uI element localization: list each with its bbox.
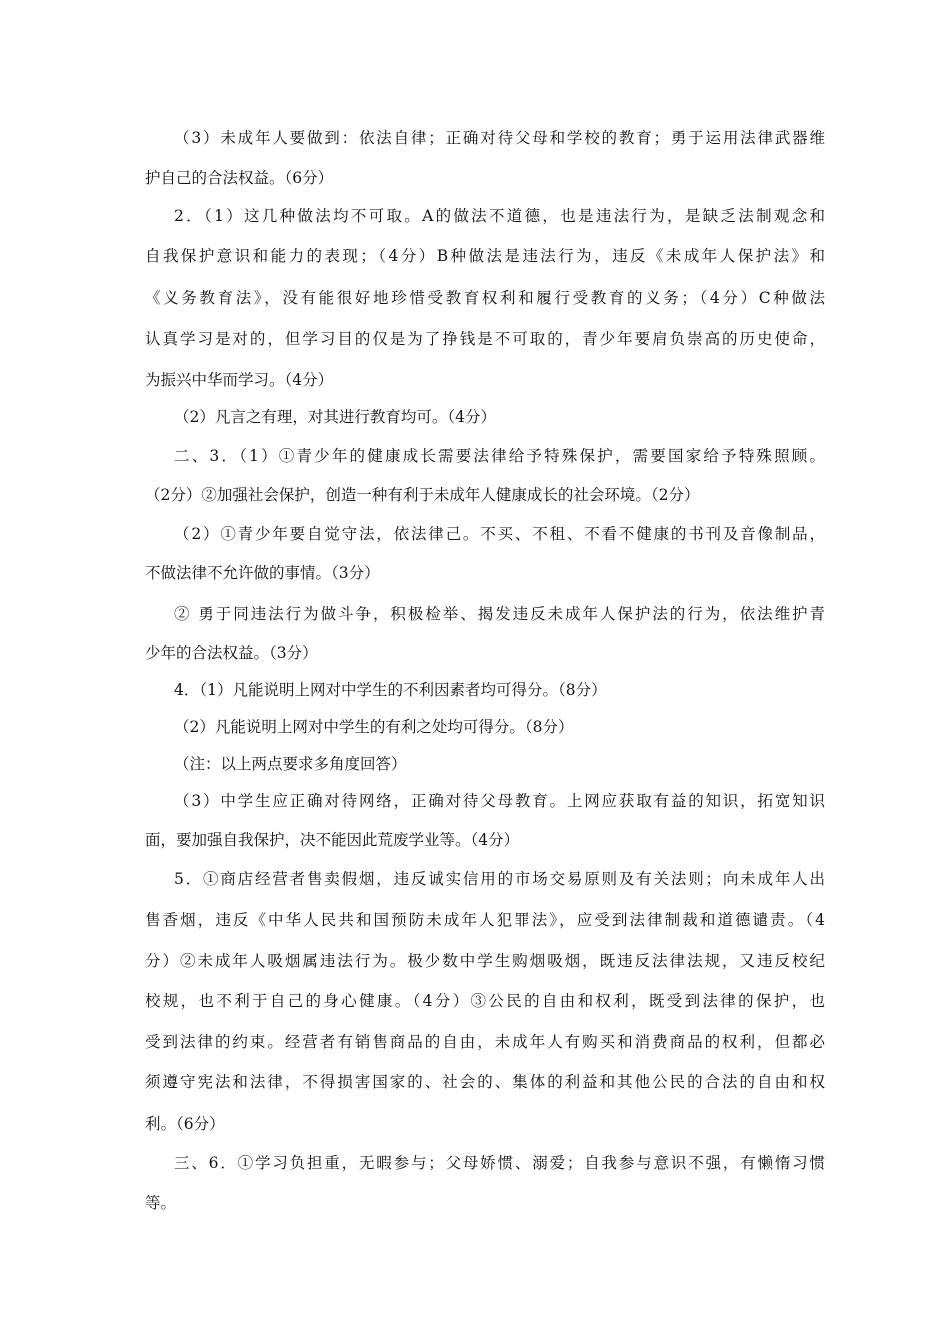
text-line: 不做法律不允许做的事情。（3分）: [145, 564, 380, 582]
text-line: 自我保护意识和能力的表现；（4分）B种做法是违法行为，违反《未成年人保护法》和: [145, 247, 825, 265]
text-line: 4．（1）凡能说明上网对中学生的不利因素者均可得分。（8分）: [174, 681, 607, 699]
text-line: 分）②未成年人吸烟属违法行为。极少数中学生购烟吸烟，既违反法律法规，又违反校纪: [145, 952, 825, 970]
text-line: 面，要加强自我保护，决不能因此荒废学业等。（4分）: [145, 831, 520, 849]
text-line: （注：以上两点要求多角度回答）: [174, 755, 407, 773]
text-line: （2）凡言之有理，对其进行教育均可。（4分）: [174, 408, 496, 426]
text-line: （2）①青少年要自觉守法，依法律己。不买、不租、不看不健康的书刊及音像制品，: [174, 525, 825, 543]
text-line: 三、6．①学习负担重，无暇参与；父母娇惯、溺爱；自我参与意识不强，有懒惰习惯: [174, 1154, 825, 1172]
text-line: 《义务教育法》，没有能很好地珍惜受教育权利和履行受教育的义务；（4分）C种做法: [145, 289, 825, 307]
text-line: 二、3．（1）①青少年的健康成长需要法律给予特殊保护，需要国家给予特殊照顾。: [174, 447, 825, 465]
text-line: 校规，也不利于自己的身心健康。（4分）③公民的自由和权利，既受到法律的保护，也: [145, 992, 825, 1010]
text-line: 护自己的合法权益。（6分）: [145, 169, 334, 187]
text-line: 等。: [145, 1194, 177, 1212]
text-line: 为振兴中华而学习。（4分）: [145, 371, 334, 389]
text-line: （2分）②加强社会保护，创造一种有利于未成年人健康成长的社会环境。（2分）: [145, 486, 700, 504]
text-line: 受到法律的约束。经营者有销售商品的自由，未成年人有购买和消费商品的权利，但都必: [145, 1033, 825, 1051]
text-line: 售香烟，违反《中华人民共和国预防未成年人犯罪法》，应受到法律制裁和道德谴责。（4: [145, 911, 825, 929]
text-line: 少年的合法权益。（3分）: [145, 644, 318, 662]
text-line: 2．（1）这几种做法均不可取。A的做法不道德，也是违法行为，是缺乏法制观念和: [174, 207, 825, 225]
text-line: 5．①商店经营者售卖假烟，违反诚实信用的市场交易原则及有关法则；向未成年人出: [174, 870, 825, 888]
text-line: ② 勇于同违法行为做斗争，积极检举、揭发违反未成年人保护法的行为，依法维护青: [174, 605, 825, 623]
text-line: （3）未成年人要做到：依法自律；正确对待父母和学校的教育；勇于运用法律武器维: [174, 129, 825, 147]
text-line: 须遵守宪法和法律，不得损害国家的、社会的、集体的利益和其他公民的合法的自由和权: [145, 1073, 825, 1091]
text-line: （3）中学生应正确对待网络，正确对待父母教育。上网应获取有益的知识，拓宽知识: [174, 792, 825, 810]
text-line: 认真学习是对的，但学习目的仅是为了挣钱是不可取的，青少年要肩负崇高的历史使命，: [145, 330, 825, 348]
text-line: （2）凡能说明上网对中学生的有利之处均可得分。（8分）: [174, 718, 574, 736]
text-line: 利。（6分）: [145, 1115, 225, 1133]
